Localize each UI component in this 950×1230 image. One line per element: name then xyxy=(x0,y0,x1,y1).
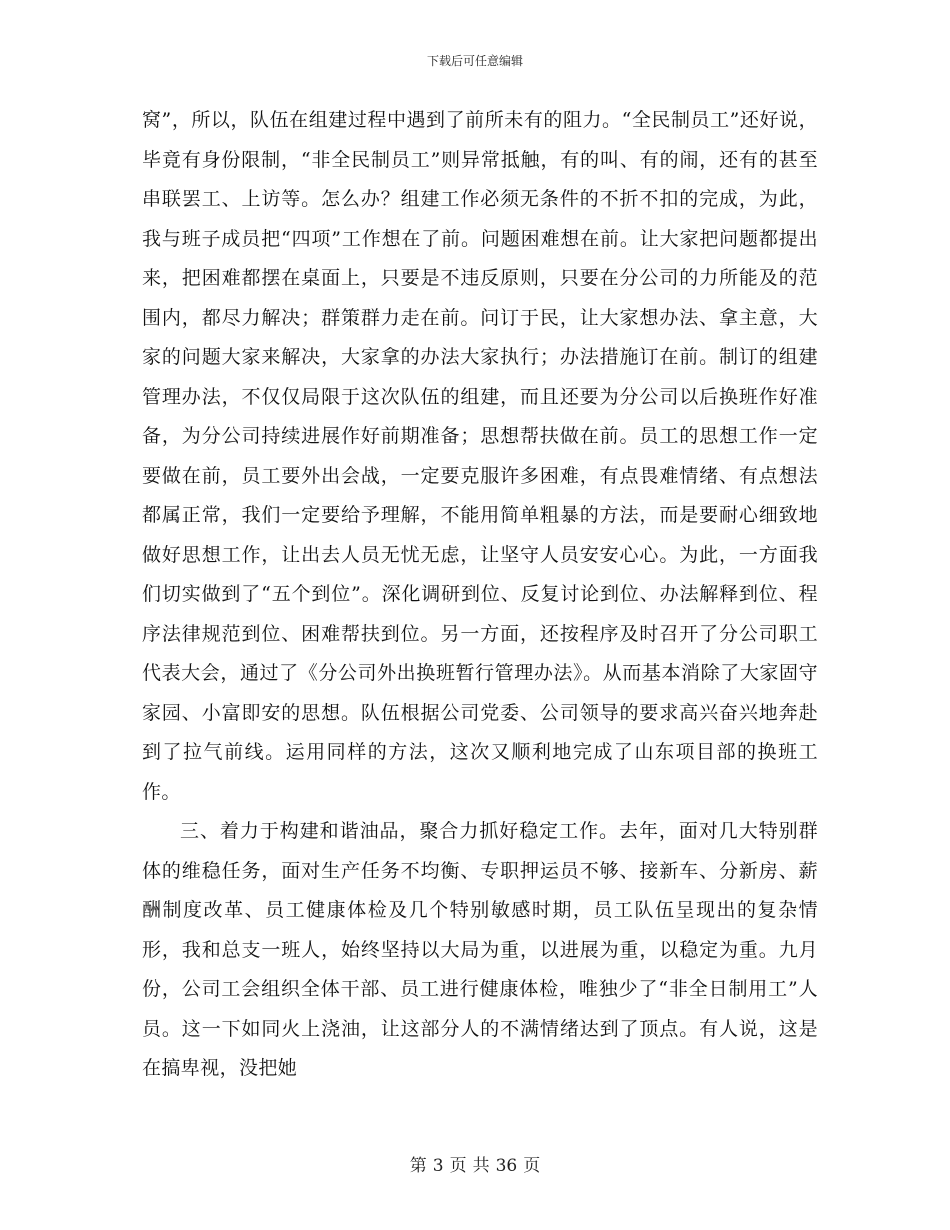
current-page-number: 3 xyxy=(432,1156,444,1176)
total-label: 共 xyxy=(472,1156,490,1176)
page-number-footer xyxy=(0,1155,950,1177)
paragraph-section-three: 三、着力于构建和谐油品，聚合力抓好稳定工作。去年，面对几大特别群体的维稳任务，面对生产任务不均衡、专职押运员不够、接新车、分新房、薪酬制度改革、员工健康体检及几个特别敏感时期，员工队伍呈现出的复杂情形，我和总支一班人，始终坚持以大局为重，以进展为重，以稳定为重。九月份，公司工会组织全体干部、员工进行健康体检，唯独少了“非全日制用工”人员。这一下如同火上浇油，让这部分人的不满情绪达到了顶点。有人说，这是在搞卑视，没把她 xyxy=(142,820,818,1079)
page-unit-label: 页 xyxy=(449,1156,467,1176)
page-label: 第 xyxy=(409,1156,427,1176)
document-body xyxy=(142,101,818,1089)
paragraph-continued: 窝”，所以，队伍在组建过程中遇到了前所未有的阻力。“全民制员工”还好说，毕竟有身份限制，“非全民制员工”则异常抵触，有的叫、有的闹，还有的甚至串联罢工、上访等。怎么办？组建工作必须无条件的不折不扣的完成，为此，我与班子成员把“四项”工作想在了前。问题困难想在前。让大家把问题都提出来，把困难都摆在桌面上，只要是不违反原则，只要在分公司的力所能及的范围内，都尽力解决；群策群力走在前。问订于民，让大家想办法、拿主意，大家的问题大家来解决，大家拿的办法大家执行；办法措施订在前。制订的组建管理办法，不仅仅局限于这次队伍的组建，而且还要为分公司以后换班作好准备，为分公司持续进展作好前期准备；思想帮扶做在前。员工的思想工作一定要做在前，员工要外出会战，一定要克服许多困难，有点畏难情绪、有点想法都属正常，我们一定要给予理解，不能用简单粗暴的方法，而是要耐心细致地做好思想工作，让出去人员无忧无虑，让坚守人员安安心心。为此，一方面我们切实做到了“五个到位”。深化调研到位、反复讨论到位、办法解释到位、程序法律规范到位、困难帮扶到位。另一方面，还按程序及时召开了分公司职工代表大会，通过了《分公司外出换班暂行管理办法》。从而基本消除了大家固守家园、小富即安的思想。队伍根据公司党委、公司领导的要求高兴奋兴地奔赴到了拉气前线。运用同样的方法，这次又顺利地完成了山东项目部的换班工作。 xyxy=(142,109,818,803)
total-unit-label: 页 xyxy=(523,1156,541,1176)
page-header: 下载后可任意编辑 xyxy=(426,54,523,68)
total-pages-number: 36 xyxy=(495,1156,518,1176)
